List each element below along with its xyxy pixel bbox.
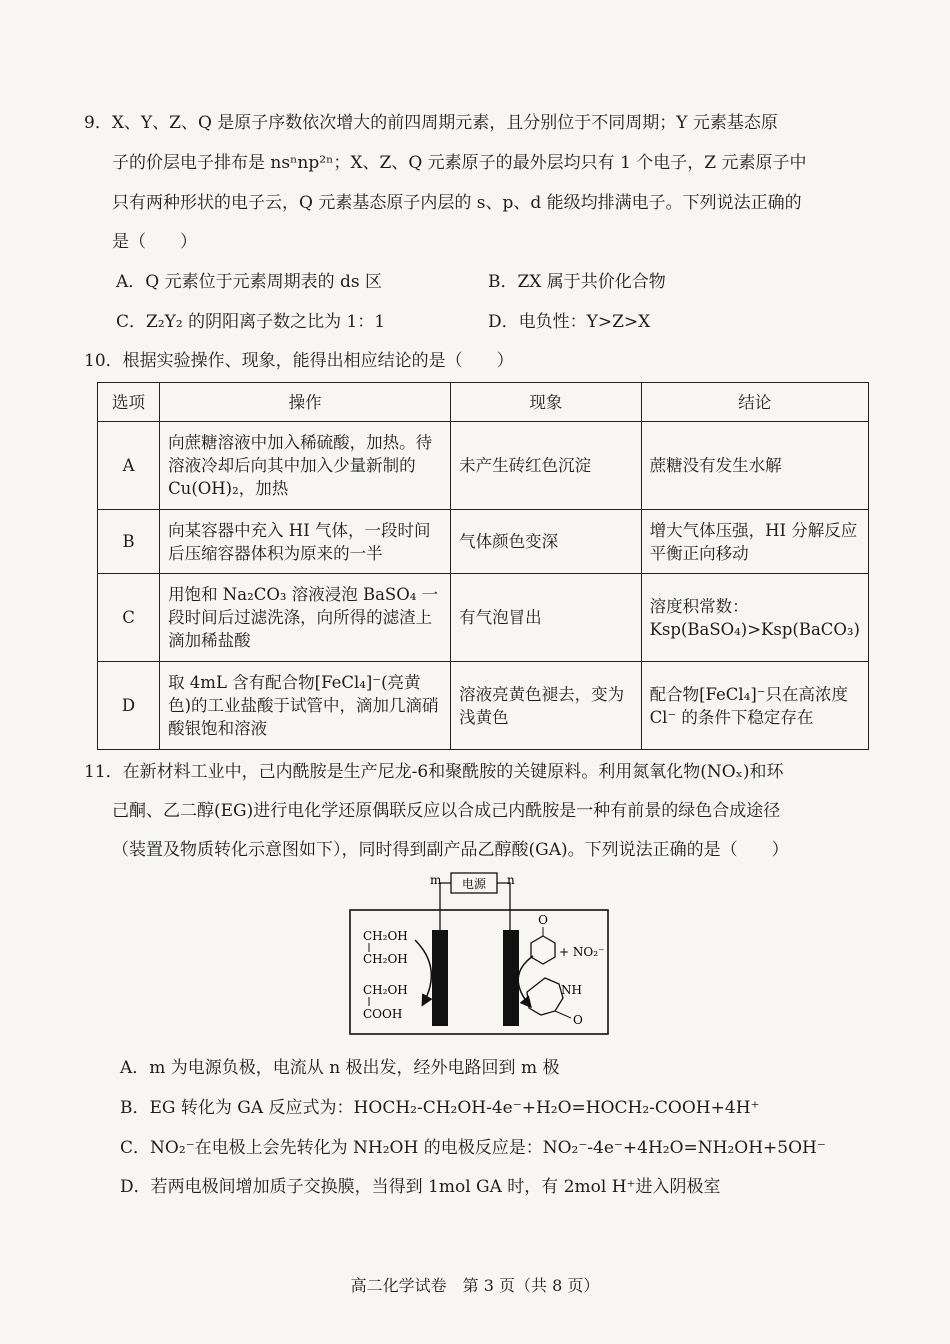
row-operation: 向蔗糖溶液中加入稀硫酸，加热。待溶液冷却后向其中加入少量新制的 Cu(OH)₂，加热 xyxy=(160,422,451,510)
q9-stem-line-1: 9．X、Y、Z、Q 是原子序数依次增大的前四周期元素，且分别位于不同周期；Y 元素基态原 xyxy=(84,113,778,133)
electrolysis-diagram xyxy=(345,868,615,1038)
q11-stem-line-3: （装置及物质转化示意图如下），同时得到副产品乙醇酸(GA)。下列说法正确的是（ ） xyxy=(112,840,789,860)
header-operation: 操作 xyxy=(160,383,451,422)
lactam-oxygen: O xyxy=(573,1013,583,1027)
table-row xyxy=(98,662,869,750)
q9-option-a: A．Q 元素位于元素周期表的 ds 区 xyxy=(116,272,383,292)
q11-option-a: A．m 为电源负极，电流从 n 极出发，经外电路回到 m 极 xyxy=(120,1058,560,1078)
wire-left xyxy=(440,883,451,930)
q9-stem-line-3: 只有两种形状的电子云，Q 元素基态原子内层的 s、p、d 能级均排满电子。下列说法正确的 xyxy=(112,193,802,213)
row-phenomenon: 溶液亮黄色褪去，变为浅黄色 xyxy=(451,662,641,750)
ga-bottom: COOH xyxy=(363,1007,403,1021)
left-electrode xyxy=(432,930,448,1026)
table-header-row xyxy=(98,383,869,422)
q11-option-d: D．若两电极间增加质子交换膜，当得到 1mol GA 时，有 2mol H⁺进入阴极室 xyxy=(120,1177,721,1197)
oxidation-arrow xyxy=(415,940,431,1004)
reduction-arrow xyxy=(518,956,533,1006)
ketone-oxygen: O xyxy=(538,913,548,927)
nitrite-label: + NO₂⁻ xyxy=(559,945,605,959)
pole-m-label: m xyxy=(430,873,442,887)
row-phenomenon: 有气泡冒出 xyxy=(451,574,641,662)
row-option: A xyxy=(98,422,160,510)
row-operation: 用饱和 Na₂CO₃ 溶液浸泡 BaSO₄ 一段时间后过滤洗涤，向所得的滤渣上滴加稀盐酸 xyxy=(160,574,451,662)
experiment-table xyxy=(97,382,869,750)
q11-option-c: C．NO₂⁻在电极上会先转化为 NH₂OH 的电极反应是：NO₂⁻-4e⁻+4H₂O=NH₂OH+5OH⁻ xyxy=(120,1138,826,1158)
q10-stem: 10．根据实验操作、现象，能得出相应结论的是（ ） xyxy=(84,351,514,371)
table-row xyxy=(98,422,869,510)
lactam-carbonyl-bond xyxy=(555,1011,571,1018)
q9-option-c: C．Z₂Y₂ 的阴阳离子数之比为 1：1 xyxy=(116,312,386,332)
ga-top: CH₂OH xyxy=(363,983,408,997)
row-phenomenon: 未产生砖红色沉淀 xyxy=(451,422,641,510)
q11-stem-line-2: 己酮、乙二醇(EG)进行电化学还原偶联反应以合成己内酰胺是一种有前景的绿色合成途径 xyxy=(112,801,781,821)
q11-stem-line-1: 11．在新材料工业中，己内酰胺是生产尼龙-6和聚酰胺的关键原料。利用氮氧化物(NOₓ)和环 xyxy=(84,762,784,782)
table-row xyxy=(98,574,869,662)
row-option: B xyxy=(98,510,160,574)
caprolactam-ring xyxy=(527,978,563,1015)
row-conclusion: 配合物[FeCl₄]⁻只在高浓度 Cl⁻ 的条件下稳定存在 xyxy=(641,662,868,750)
q9-stem-line-2: 子的价层电子排布是 nsⁿnp²ⁿ；X、Z、Q 元素原子的最外层均只有 1 个电子，Z 元素原子中 xyxy=(112,153,807,173)
right-electrode xyxy=(503,930,519,1026)
row-conclusion: 蔗糖没有发生水解 xyxy=(641,422,868,510)
eg-top: CH₂OH xyxy=(363,929,408,943)
row-conclusion: 增大气体压强，HI 分解反应平衡正向移动 xyxy=(641,510,868,574)
table-row xyxy=(98,510,869,574)
row-operation: 向某容器中充入 HI 气体，一段时间后压缩容器体积为原来的一半 xyxy=(160,510,451,574)
power-supply-label: 电源 xyxy=(461,877,487,891)
header-conclusion: 结论 xyxy=(641,383,868,422)
row-phenomenon: 气体颜色变深 xyxy=(451,510,641,574)
pole-n-label: n xyxy=(507,873,515,887)
q9-stem-line-4: 是（ ） xyxy=(112,232,197,252)
header-option: 选项 xyxy=(98,383,160,422)
wire-right xyxy=(497,883,510,930)
row-option: C xyxy=(98,574,160,662)
header-phenomenon: 现象 xyxy=(451,383,641,422)
q11-option-b: B．EG 转化为 GA 反应式为：HOCH₂-CH₂OH-4e⁻+H₂O=HOCH₂-COOH+4H⁺ xyxy=(120,1098,760,1118)
row-conclusion: 溶度积常数：Ksp(BaSO₄)>Ksp(BaCO₃) xyxy=(641,574,868,662)
cyclohexanone-ring xyxy=(531,936,555,964)
row-option: D xyxy=(98,662,160,750)
q9-option-b: B．ZX 属于共价化合物 xyxy=(488,272,666,292)
lactam-nh: NH xyxy=(561,983,582,997)
eg-bottom: CH₂OH xyxy=(363,952,408,966)
page-footer: 高二化学试卷 第 3 页（共 8 页） xyxy=(350,1276,600,1295)
q9-option-d: D．电负性：Y>Z>X xyxy=(488,312,651,332)
row-operation: 取 4mL 含有配合物[FeCl₄]⁻(亮黄色)的工业盐酸于试管中，滴加几滴硝酸银饱和溶液 xyxy=(160,662,451,750)
